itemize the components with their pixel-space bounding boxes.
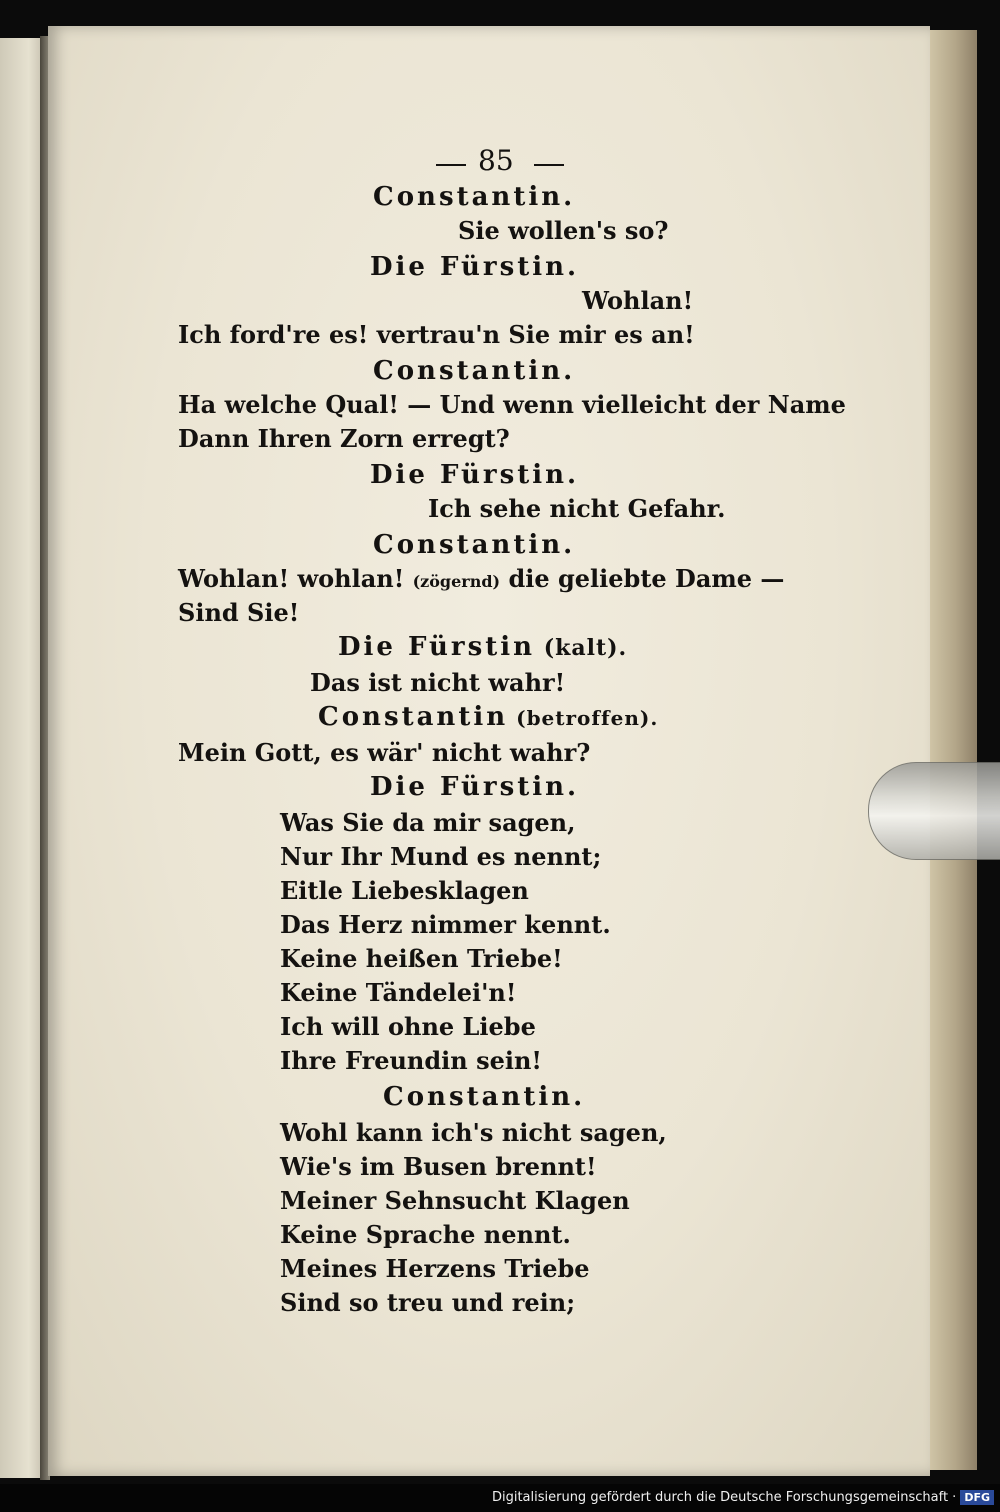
speaker-heading: Die Fürstin. — [370, 460, 580, 490]
verse-line: Keine Sprache nennt. — [280, 1220, 571, 1249]
dialogue-line: Ha welche Qual! — Und wenn vielleicht der Name — [178, 390, 846, 419]
book-page — [48, 26, 930, 1476]
dialogue-segment: die geliebte Dame — — [500, 564, 785, 593]
verse-line: Wie's im Busen brennt! — [280, 1152, 597, 1181]
verse-line: Was Sie da mir sagen, — [280, 808, 576, 837]
digitization-footer: Digitalisierung gefördert durch die Deutsche Forschungsgemeinschaft · DFG — [0, 1484, 1000, 1512]
page-number-dash-left — [436, 164, 466, 166]
page-number-dash-right — [534, 164, 564, 166]
speaker-heading: Constantin. — [373, 356, 576, 386]
dialogue-line: Das ist nicht wahr! — [310, 668, 566, 697]
speaker-heading: Constantin. — [373, 530, 576, 560]
dialogue-line: Wohlan! — [582, 286, 694, 315]
page-clip — [868, 762, 1000, 860]
footer-credit: Digitalisierung gefördert durch die Deutsche Forschungsgemeinschaft — [491, 1490, 949, 1505]
dfg-logo: DFG — [960, 1490, 994, 1505]
dialogue-line-with-direction — [178, 564, 784, 593]
speaker-heading: Die Fürstin. — [370, 772, 580, 802]
verse-line: Keine Tändelei'n! — [280, 978, 517, 1007]
speaker-name: Die Fürstin — [338, 632, 536, 662]
speaker-name: Constantin — [318, 702, 509, 732]
dialogue-line: Ich sehe nicht Gefahr. — [428, 494, 726, 523]
dialogue-line: Dann Ihren Zorn erregt? — [178, 424, 510, 453]
speaker-heading: Constantin. — [373, 182, 576, 212]
speaker-heading-with-direction — [338, 632, 627, 662]
verse-line: Nur Ihr Mund es nennt; — [280, 842, 602, 871]
verse-line: Eitle Liebesklagen — [280, 876, 529, 905]
verse-line: Wohl kann ich's nicht sagen, — [280, 1118, 667, 1147]
speaker-heading: Constantin. — [383, 1082, 586, 1112]
stage-direction: (betroffen). — [508, 706, 659, 730]
verse-line: Ich will ohne Liebe — [280, 1012, 536, 1041]
dialogue-line: Sie wollen's so? — [458, 216, 669, 245]
verse-line: Keine heißen Triebe! — [280, 944, 563, 973]
dialogue-line: Mein Gott, es wär' nicht wahr? — [178, 738, 591, 767]
verse-line: Das Herz nimmer kennt. — [280, 910, 611, 939]
dialogue-line: Ich ford're es! vertrau'n Sie mir es an! — [178, 320, 695, 349]
speaker-heading: Die Fürstin. — [370, 252, 580, 282]
verse-line: Meiner Sehnsucht Klagen — [280, 1186, 630, 1215]
dialogue-line: Sind Sie! — [178, 598, 300, 627]
verse-line: Sind so treu und rein; — [280, 1288, 576, 1317]
verse-line: Ihre Freundin sein! — [280, 1046, 542, 1075]
page-number: 85 — [478, 144, 514, 177]
stage-direction: (kalt). — [535, 635, 628, 661]
dialogue-segment: Wohlan! wohlan! — [178, 564, 413, 593]
stage-direction: (zögernd) — [412, 572, 501, 591]
verse-line: Meines Herzens Triebe — [280, 1254, 590, 1283]
speaker-heading-with-direction — [318, 702, 658, 732]
